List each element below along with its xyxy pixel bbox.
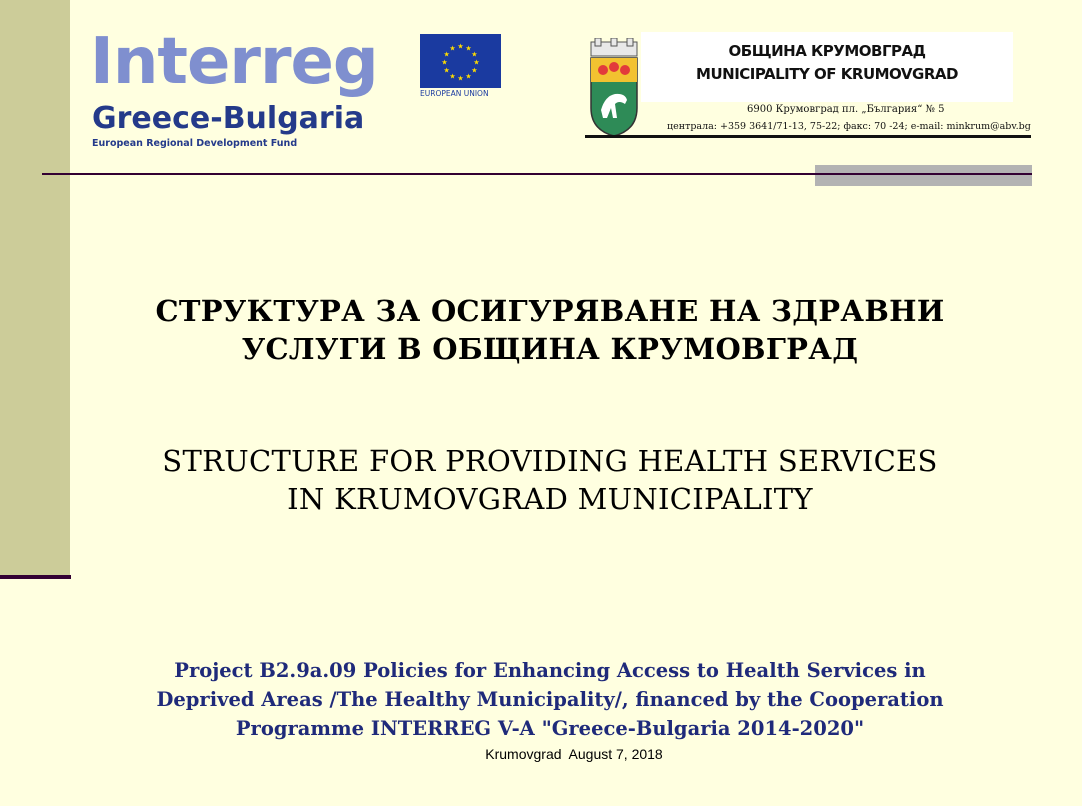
svg-text:★: ★	[465, 72, 472, 81]
svg-text:★: ★	[443, 50, 450, 59]
left-sidebar-bar	[0, 0, 70, 578]
svg-text:★: ★	[441, 58, 448, 67]
svg-text:★: ★	[465, 44, 472, 53]
eu-flag-icon	[420, 34, 501, 88]
interreg-fund-name: European Regional Development Fund	[92, 138, 298, 149]
svg-text:★: ★	[471, 50, 478, 59]
municipality-divider	[585, 135, 1031, 138]
interreg-program-name: Interreg	[90, 25, 378, 99]
municipality-name-bg: ОБЩИНА КРУМОВГРАД	[728, 42, 926, 60]
municipality-contacts: централа: +359 3641/71-13, 75-22; факс: 70 -24; e-mail: minkrum@abv.bg	[667, 121, 1031, 132]
project-line-2: Deprived Areas /The Healthy Municipality/, financed by the Cooperation	[156, 688, 944, 711]
separator-block	[815, 165, 1032, 186]
municipality-address: 6900 Крумовград пл. „България“ № 5	[747, 104, 945, 115]
project-description	[70, 656, 1030, 743]
svg-text:★: ★	[457, 74, 464, 83]
svg-text:★: ★	[449, 44, 456, 53]
title-bg-line-2: УСЛУГИ В ОБЩИНА КРУМОВГРАД	[241, 332, 859, 366]
project-line-1: Project B2.9a.09 Policies for Enhancing Access to Health Services in	[174, 659, 926, 682]
eu-label: EUROPEAN UNION	[420, 89, 489, 98]
separator-block-line	[815, 173, 1032, 175]
municipality-header	[585, 30, 1031, 140]
left-bar-underline	[0, 575, 71, 579]
title-en-line-2: IN KRUMOVGRAD MUNICIPALITY	[287, 482, 813, 516]
title-bulgarian	[70, 292, 1030, 368]
municipality-title-box	[641, 32, 1013, 102]
title-bg-line-1: СТРУКТУРА ЗА ОСИГУРЯВАНЕ НА ЗДРАВНИ	[155, 294, 945, 328]
municipality-name-en: MUNICIPALITY OF KRUMOVGRAD	[696, 65, 958, 83]
project-line-3: Programme INTERREG V-A "Greece-Bulgaria 2014-2020"	[235, 717, 865, 740]
title-en-line-1: STRUCTURE FOR PROVIDING HEALTH SERVICES	[162, 444, 938, 478]
svg-text:★: ★	[457, 42, 464, 51]
svg-text:★: ★	[473, 58, 480, 67]
date-line: Krumovgrad August 7, 2018	[485, 746, 663, 762]
title-english	[70, 442, 1030, 518]
interreg-region-name: Greece-Bulgaria	[92, 101, 365, 136]
svg-text:★: ★	[449, 72, 456, 81]
svg-text:★: ★	[443, 66, 450, 75]
municipality-crest-icon	[585, 38, 643, 138]
svg-text:★: ★	[471, 66, 478, 75]
interreg-logo	[90, 26, 400, 154]
